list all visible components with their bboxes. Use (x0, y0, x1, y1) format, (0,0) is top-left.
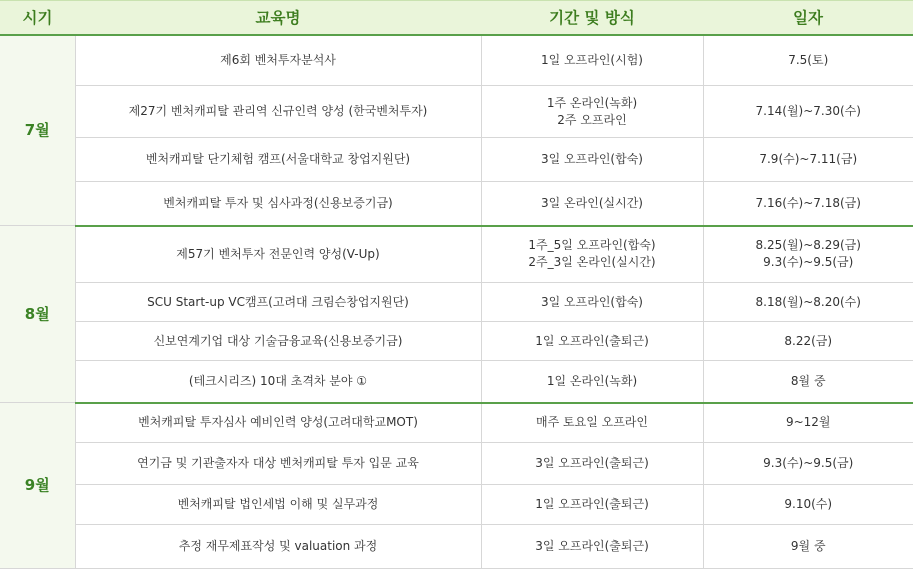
table-row (0, 322, 913, 361)
table-row (0, 226, 913, 283)
method-line: 1일 온라인(녹화) (546, 373, 638, 388)
course-cell: 신보연계기업 대상 기술금융교육(신용보증기금) (75, 322, 481, 361)
method-line: 2주_3일 온라인(실시간) (528, 255, 656, 270)
course-cell: 벤처캐피탈 투자 및 심사과정(신용보증기금) (75, 182, 481, 226)
table-row (0, 283, 913, 322)
course-cell: SCU Start-up VC캠프(고려대 크림슨창업지원단) (75, 283, 481, 322)
method-line: 1일 오프라인(시험) (541, 52, 643, 67)
header-date: 일자 (703, 1, 913, 35)
date-line: 7.16(수)~7.18(금) (755, 195, 861, 210)
table-body (0, 35, 913, 569)
method-cell (481, 403, 703, 443)
date-line: 7.5(토) (788, 52, 829, 67)
method-cell (481, 322, 703, 361)
course-cell: (테크시리즈) 10대 초격차 분야 ① (75, 361, 481, 403)
method-line: 3일 오프라인(합숙) (541, 152, 643, 166)
course-cell: 제27기 벤처캐피탈 관리역 신규인력 양성 (한국벤처투자) (75, 86, 481, 138)
header-course: 교육명 (75, 1, 481, 35)
date-line: 9.10(수) (784, 497, 833, 511)
month-cell: 9월 (0, 403, 75, 569)
date-line: 8.18(월)~8.20(수) (755, 294, 861, 309)
month-cell: 8월 (0, 226, 75, 403)
table-row (0, 86, 913, 138)
date-cell (703, 403, 913, 443)
method-line: 1주_5일 오프라인(합숙) (528, 238, 656, 253)
date-cell (703, 361, 913, 403)
course-cell: 벤처캐피탈 투자심사 예비인력 양성(고려대학교MOT) (75, 403, 481, 443)
date-line: 7.14(월)~7.30(수) (755, 104, 861, 118)
date-line: 8.22(금) (784, 333, 833, 348)
date-line: 8.25(월)~8.29(금) (755, 238, 861, 253)
method-cell (481, 86, 703, 138)
date-line: 9~12월 (785, 415, 831, 430)
method-cell (481, 226, 703, 283)
method-cell (481, 443, 703, 485)
table-row (0, 403, 913, 443)
method-cell (481, 525, 703, 569)
method-cell (481, 485, 703, 525)
date-line: 9월 중 (790, 539, 826, 553)
date-cell (703, 525, 913, 569)
date-cell (703, 322, 913, 361)
header-row (0, 1, 913, 35)
table-row (0, 443, 913, 485)
date-cell (703, 485, 913, 525)
date-cell (703, 182, 913, 226)
course-cell: 제6회 벤처투자분석사 (75, 35, 481, 86)
date-line: 9.3(수)~9.5(금) (763, 456, 854, 470)
method-line: 2주 오프라인 (557, 112, 627, 127)
method-line: 3일 온라인(실시간) (541, 195, 643, 210)
method-line: 1일 오프라인(출퇴근) (535, 333, 649, 348)
course-cell: 연기금 및 기관출자자 대상 벤처캐피탈 투자 입문 교육 (75, 443, 481, 485)
course-cell: 추정 재무제표작성 및 valuation 과정 (75, 525, 481, 569)
table-row (0, 182, 913, 226)
method-line: 3일 오프라인(출퇴근) (535, 539, 649, 553)
date-cell (703, 443, 913, 485)
date-line: 8월 중 (790, 373, 826, 388)
method-line: 3일 오프라인(합숙) (541, 294, 643, 309)
course-cell: 벤처캐피탈 법인세법 이해 및 실무과정 (75, 485, 481, 525)
date-cell (703, 226, 913, 283)
table-row (0, 361, 913, 403)
method-line: 3일 오프라인(출퇴근) (535, 456, 649, 470)
table-row (0, 525, 913, 569)
method-cell (481, 361, 703, 403)
table-row (0, 485, 913, 525)
date-cell (703, 138, 913, 182)
table-header (0, 1, 913, 35)
method-line: 매주 토요일 오프라인 (536, 415, 648, 430)
course-cell: 제57기 벤처투자 전문인력 양성(V-Up) (75, 226, 481, 283)
date-cell (703, 86, 913, 138)
date-line: 7.9(수)~7.11(금) (759, 152, 858, 166)
method-cell (481, 35, 703, 86)
table-row (0, 138, 913, 182)
date-cell (703, 35, 913, 86)
method-cell (481, 283, 703, 322)
month-cell: 7월 (0, 35, 75, 226)
method-cell (481, 138, 703, 182)
method-cell (481, 182, 703, 226)
method-line: 1주 온라인(녹화) (546, 95, 638, 110)
header-duration-method: 기간 및 방식 (481, 1, 703, 35)
course-cell: 벤처캐피탈 단기체험 캠프(서울대학교 창업지원단) (75, 138, 481, 182)
table-row (0, 35, 913, 86)
date-cell (703, 283, 913, 322)
method-line: 1일 오프라인(출퇴근) (535, 497, 649, 511)
date-line: 9.3(수)~9.5(금) (763, 255, 854, 270)
header-period: 시기 (0, 1, 75, 35)
